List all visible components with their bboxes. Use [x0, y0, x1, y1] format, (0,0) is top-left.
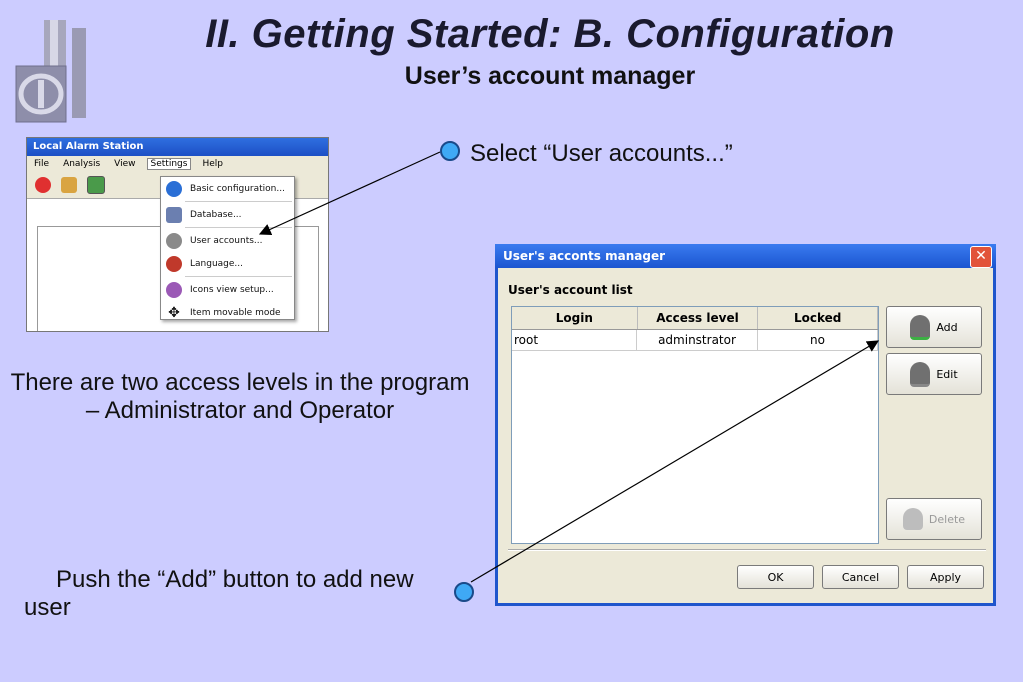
close-icon[interactable]: ✕ — [970, 246, 992, 268]
edit-button[interactable]: Edit — [886, 353, 982, 395]
menu-analysis[interactable]: Analysis — [63, 159, 101, 169]
column-locked[interactable]: Locked — [758, 307, 878, 329]
cell-locked: no — [758, 330, 878, 350]
menu-help[interactable]: Help — [202, 159, 223, 169]
menu-item-icons-view-setup[interactable]: Icons view setup... — [161, 278, 294, 301]
cell-access-level: adminstrator — [637, 330, 758, 350]
ok-button[interactable]: OK — [737, 565, 814, 589]
move-icon: ✥ — [168, 304, 180, 321]
access-levels-text: There are two access levels in the program – Administrator and Operator — [10, 369, 470, 424]
cancel-button[interactable]: Cancel — [822, 565, 899, 589]
column-access-level[interactable]: Access level — [638, 307, 759, 329]
menu-settings[interactable]: Settings — [147, 158, 192, 170]
callout-select-text: Select “User accounts...” — [470, 140, 733, 167]
menu-item-basic-configuration[interactable]: Basic configuration... — [161, 177, 294, 200]
menu-file[interactable]: File — [34, 159, 50, 169]
app-title: Local Alarm Station — [33, 141, 144, 152]
column-login[interactable]: Login — [512, 307, 638, 329]
menu-item-user-accounts[interactable]: User accounts... — [161, 229, 294, 252]
menu-view[interactable]: View — [114, 159, 136, 169]
add-button[interactable]: Add — [886, 306, 982, 348]
menu-item-language[interactable]: Language... — [161, 252, 294, 275]
delete-button[interactable]: Delete — [886, 498, 982, 540]
push-add-text: Push the “Add” button to add new user — [24, 566, 414, 621]
account-list-label: User's account list — [508, 283, 633, 297]
slide-title: II. Getting Started: B. Configuration — [205, 12, 895, 56]
cell-login: root — [512, 330, 637, 350]
slide-subtitle: User’s account manager — [404, 62, 696, 90]
menu-item-database[interactable]: Database... — [161, 203, 294, 226]
menu-item-movable-mode[interactable]: ✥ Item movable mode — [161, 301, 294, 324]
arrow-to-user-accounts — [260, 152, 440, 234]
apply-button[interactable]: Apply — [907, 565, 984, 589]
arrow-to-add-button — [471, 341, 878, 582]
dialog-title: User's acconts manager — [503, 249, 665, 263]
